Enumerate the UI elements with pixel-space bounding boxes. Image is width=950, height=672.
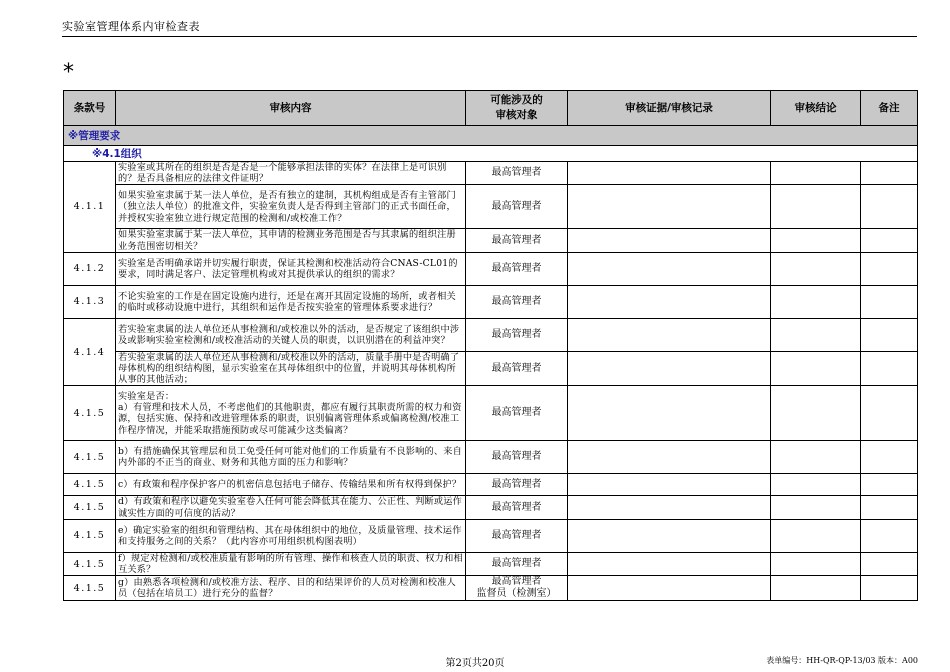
remark-cell[interactable] — [861, 552, 918, 575]
remark-cell[interactable] — [861, 474, 918, 496]
audit-content: 不论实验室的工作是在固定设施内进行，还是在离开其固定设施的场所，或者相关的临时或移动设施中进行，其组织和运作是否按实验室的管理体系要求进行？ — [116, 285, 466, 318]
evidence-cell[interactable] — [568, 229, 771, 252]
clause-number: 4.1.2 — [64, 252, 116, 285]
evidence-cell[interactable] — [568, 252, 771, 285]
document-title: 实验室管理体系内审检查表 — [62, 20, 200, 33]
table-row — [64, 318, 918, 351]
conclusion-cell[interactable] — [771, 252, 861, 285]
table-row — [64, 386, 918, 441]
remark-cell[interactable] — [861, 519, 918, 552]
audit-content: 如果实验室隶属于某一法人单位，是否有独立的建制，其机构组成是否有主管部门（独立法人单位）的批准文件，实验室负责人是否得到主管部门的正式书面任命，并授权实验室独立进行规定范围的检测和/或校准工作？ — [116, 185, 466, 229]
audit-object: 最高管理者 — [466, 351, 568, 386]
remark-cell[interactable] — [861, 386, 918, 441]
audit-object: 最高管理者 — [466, 386, 568, 441]
remark-cell[interactable] — [861, 496, 918, 519]
audit-content: g）由熟悉各项检测和/或校准方法、程序、目的和结果评价的人员对检测和校准人员（包括在培员工）进行充分的监督？ — [116, 576, 466, 601]
col-header-content: 审核内容 — [116, 91, 466, 126]
evidence-cell[interactable] — [568, 519, 771, 552]
audit-object: 最高管理者 — [466, 519, 568, 552]
clause-number: 4.1.5 — [64, 474, 116, 496]
audit-object: 最高管理者 — [466, 252, 568, 285]
clause-number: 4.1.5 — [64, 576, 116, 601]
audit-content: d）有政策和程序以避免实验室卷入任何可能会降低其在能力、公正性、判断或运作诚实性方面的可信度的活动？ — [116, 496, 466, 519]
audit-object: 最高管理者 — [466, 496, 568, 519]
conclusion-cell[interactable] — [771, 441, 861, 474]
col-header-clause: 条款号 — [64, 91, 116, 126]
remark-cell[interactable] — [861, 576, 918, 601]
table-row — [64, 441, 918, 474]
conclusion-cell[interactable] — [771, 162, 861, 185]
audit-object: 最高管理者 — [466, 441, 568, 474]
audit-content: f）规定对检测和/或校准质量有影响的所有管理、操作和核查人员的职责、权力和相互关系？ — [116, 552, 466, 575]
subsection-title: ※4.1组织 — [64, 146, 918, 162]
evidence-cell[interactable] — [568, 285, 771, 318]
clause-number: 4.1.4 — [64, 318, 116, 386]
table-row — [64, 285, 918, 318]
conclusion-cell[interactable] — [771, 474, 861, 496]
audit-object: 最高管理者 — [466, 474, 568, 496]
remark-cell[interactable] — [861, 285, 918, 318]
table-row — [64, 185, 918, 229]
audit-object: 最高管理者 — [466, 162, 568, 185]
audit-content: b）有措施确保其管理层和员工免受任何可能对他们的工作质量有不良影响的、来自内外部的不正当的商业、财务和其他方面的压力和影响？ — [116, 441, 466, 474]
header-rule — [62, 36, 917, 37]
table-row — [64, 474, 918, 496]
audit-content: 如果实验室隶属于某一法人单位，其申请的检测业务范围是否与其隶属的组织注册业务范围密切相关？ — [116, 229, 466, 252]
table-row — [64, 229, 918, 252]
audit-object: 最高管理者 — [466, 229, 568, 252]
evidence-cell[interactable] — [568, 576, 771, 601]
evidence-cell[interactable] — [568, 474, 771, 496]
evidence-cell[interactable] — [568, 552, 771, 575]
table-row — [64, 351, 918, 386]
audit-object: 最高管理者 — [466, 285, 568, 318]
audit-content: 实验室或其所在的组织是否是否是一个能够承担法律的实体？在法律上是可识别的？是否具备相应的法律文件证明？ — [116, 162, 466, 185]
audit-content: c）有政策和程序保护客户的机密信息包括电子储存、传输结果和所有权得到保护？ — [116, 474, 466, 496]
conclusion-cell[interactable] — [771, 552, 861, 575]
clause-number: 4.1.5 — [64, 552, 116, 575]
subsection-row — [64, 146, 918, 162]
remark-cell[interactable] — [861, 351, 918, 386]
clause-number: 4.1.5 — [64, 519, 116, 552]
remark-cell[interactable] — [861, 185, 918, 229]
evidence-cell[interactable] — [568, 496, 771, 519]
section-title: ※管理要求 — [64, 126, 918, 146]
form-code: 表单编号：HH-QR-QP-13/03 版本：A00 — [766, 656, 918, 665]
evidence-cell[interactable] — [568, 318, 771, 351]
clause-number: 4.1.5 — [64, 441, 116, 474]
evidence-cell[interactable] — [568, 162, 771, 185]
clause-number: 4.1.1 — [64, 162, 116, 253]
table-row — [64, 552, 918, 575]
audit-object: 最高管理者 — [466, 185, 568, 229]
audit-content: 实验室是否： a）有管理和技术人员，不考虑他们的其他职责，都应有履行其职责所需的权力和资源，包括实施、保持和改进管理体系的职责，识别偏离管理体系或偏离检测/校准工作程序情况，并能采取措施预防或尽可能减少这类偏离？ — [116, 386, 466, 441]
audit-object: 最高管理者 — [466, 552, 568, 575]
table-row — [64, 496, 918, 519]
table-row — [64, 576, 918, 601]
audit-object: 最高管理者 — [466, 318, 568, 351]
asterisk-mark: * — [63, 60, 74, 85]
conclusion-cell[interactable] — [771, 519, 861, 552]
remark-cell[interactable] — [861, 252, 918, 285]
audit-object: 最高管理者 监督员（检测室） — [466, 576, 568, 601]
audit-content: 若实验室隶属的法人单位还从事检测和/或校准以外的活动，质量手册中是否明确了母体机构的组织结构图，显示实验室在其母体组织中的位置，并说明其母体机构所从事的其他活动； — [116, 351, 466, 386]
col-header-conclusion: 审核结论 — [771, 91, 861, 126]
evidence-cell[interactable] — [568, 386, 771, 441]
remark-cell[interactable] — [861, 441, 918, 474]
conclusion-cell[interactable] — [771, 386, 861, 441]
table-header-row — [64, 91, 918, 126]
col-header-evidence: 审核证据/审核记录 — [568, 91, 771, 126]
evidence-cell[interactable] — [568, 351, 771, 386]
conclusion-cell[interactable] — [771, 318, 861, 351]
table-row — [64, 519, 918, 552]
clause-number: 4.1.5 — [64, 386, 116, 441]
col-header-object: 可能涉及的审核对象 — [466, 91, 568, 126]
col-header-remark: 备注 — [861, 91, 918, 126]
clause-number: 4.1.5 — [64, 496, 116, 519]
audit-content: e）确定实验室的组织和管理结构、其在母体组织中的地位，及质量管理、技术运作和支持服务之间的关系？（此内容亦可用组织机构图表明） — [116, 519, 466, 552]
section-row — [64, 126, 918, 146]
audit-checklist-table — [63, 90, 918, 601]
audit-content: 若实验室隶属的法人单位还从事检测和/或校准以外的活动，是否规定了该组织中涉及或影响实验室检测和/或校准活动的关键人员的职责，以识别潜在的利益冲突？ — [116, 318, 466, 351]
page-number: 第2页共20页 — [445, 658, 505, 669]
remark-cell[interactable] — [861, 318, 918, 351]
remark-cell[interactable] — [861, 162, 918, 185]
table-row — [64, 162, 918, 185]
conclusion-cell[interactable] — [771, 496, 861, 519]
conclusion-cell[interactable] — [771, 185, 861, 229]
conclusion-cell[interactable] — [771, 576, 861, 601]
conclusion-cell[interactable] — [771, 285, 861, 318]
remark-cell[interactable] — [861, 229, 918, 252]
evidence-cell[interactable] — [568, 185, 771, 229]
audit-content: 实验室是否明确承诺并切实履行职责，保证其检测和校准活动符合CNAS-CL01的要求，同时满足客户、法定管理机构或对其提供承认的组织的需求？ — [116, 252, 466, 285]
conclusion-cell[interactable] — [771, 351, 861, 386]
conclusion-cell[interactable] — [771, 229, 861, 252]
evidence-cell[interactable] — [568, 441, 771, 474]
clause-number: 4.1.3 — [64, 285, 116, 318]
table-row — [64, 252, 918, 285]
